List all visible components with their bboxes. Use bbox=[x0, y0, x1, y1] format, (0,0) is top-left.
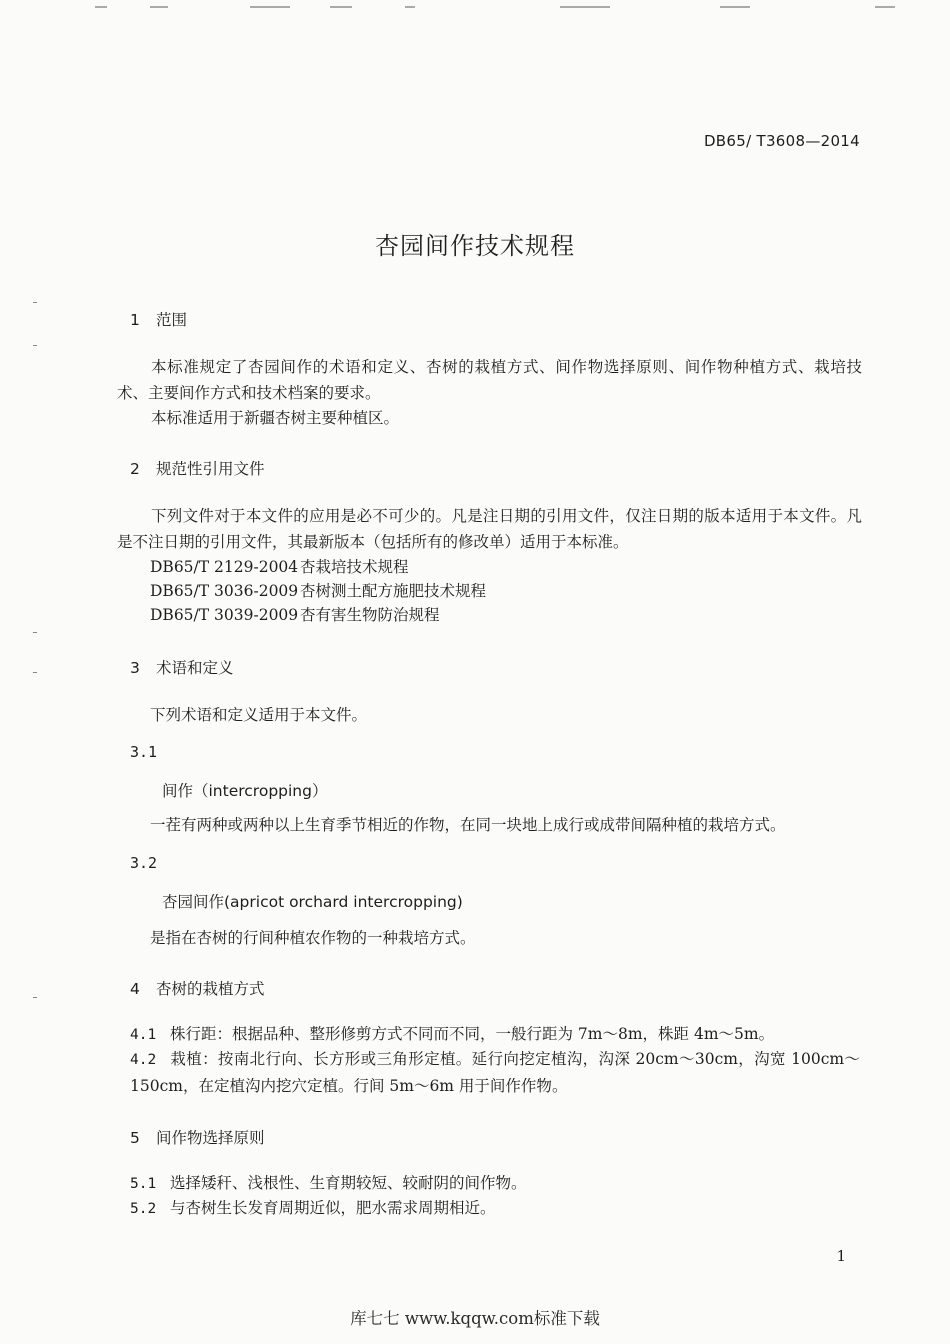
margin-mark bbox=[33, 302, 37, 303]
reference-title: 杏栽培技术规程 bbox=[300, 558, 409, 576]
term-definition: 是指在杏树的行间种植农作物的一种栽培方式。 bbox=[150, 929, 476, 947]
clause bbox=[130, 1170, 860, 1197]
section-title: 术语和定义 bbox=[156, 659, 234, 677]
section-heading-intercrop-selection bbox=[130, 1126, 265, 1148]
term-name: 间作（intercropping） bbox=[162, 782, 328, 800]
section-heading-terms bbox=[130, 656, 234, 678]
section-number: 3 bbox=[130, 659, 140, 677]
section-heading-scope bbox=[130, 308, 187, 330]
paragraph: 本标准规定了杏园间作的术语和定义、杏树的栽植方式、间作物选择原则、间作物种植方式、栽培技术、主要间作方式和技术档案的要求。 bbox=[117, 358, 862, 402]
clause-text: 栽植：按南北行向、长方形或三角形定植。延行向挖定植沟，沟深 20cm～30cm，沟宽 100cm～150cm，在定植沟内挖穴定植。行间 5m～6m 用于间作作物。 bbox=[130, 1050, 860, 1095]
term-number: 3.1 bbox=[130, 743, 158, 761]
term-name: 杏园间作(apricot orchard intercropping) bbox=[162, 893, 463, 911]
clause-text: 选择矮秆、浅根性、生育期较短、较耐阴的间作物。 bbox=[170, 1174, 527, 1192]
section-heading-planting-method bbox=[130, 977, 265, 999]
clause bbox=[130, 1046, 860, 1099]
clause-text: 与杏树生长发育周期近似，肥水需求周期相近。 bbox=[170, 1199, 496, 1217]
clause-number: 5.1 bbox=[130, 1176, 157, 1192]
reference-title: 杏树测土配方施肥技术规程 bbox=[300, 582, 487, 600]
reference-item bbox=[150, 554, 409, 580]
section-number: 5 bbox=[130, 1129, 140, 1147]
paragraph: 下列文件对于本文件的应用是必不可少的。凡是注日期的引用文件，仅注日期的版本适用于本文件。凡是不注日期的引用文件，其最新版本（包括所有的修改单）适用于本标准。 bbox=[117, 507, 862, 551]
margin-mark bbox=[33, 632, 37, 633]
margin-mark bbox=[33, 997, 37, 998]
paragraph: 下列术语和定义适用于本文件。 bbox=[150, 706, 368, 724]
section-title: 规范性引用文件 bbox=[156, 460, 265, 478]
reference-code: DB65/T 2129-2004 bbox=[150, 558, 299, 576]
section-number: 1 bbox=[130, 311, 140, 329]
footer-watermark: 库七七 www.kqqw.com标准下载 bbox=[350, 1309, 600, 1328]
term-definition: 一茬有两种或两种以上生育季节相近的作物，在同一块地上成行或成带间隔种植的栽培方式。 bbox=[150, 816, 786, 834]
clause-number: 5.2 bbox=[130, 1201, 157, 1217]
clause-number: 4.2 bbox=[130, 1052, 157, 1068]
document-title: 杏园间作技术规程 bbox=[375, 232, 575, 260]
section-title: 杏树的栽植方式 bbox=[156, 980, 265, 998]
margin-mark bbox=[33, 672, 37, 673]
clause-number: 4.1 bbox=[130, 1027, 157, 1043]
section-number: 4 bbox=[130, 980, 140, 998]
section-title: 范围 bbox=[156, 311, 188, 329]
term-number: 3.2 bbox=[130, 854, 158, 872]
clause bbox=[130, 1195, 860, 1222]
standard-number: DB65/ T3608—2014 bbox=[703, 132, 860, 150]
reference-item bbox=[150, 602, 440, 628]
section-heading-normative-references bbox=[130, 457, 265, 479]
page-number: 1 bbox=[836, 1247, 846, 1265]
reference-item bbox=[150, 578, 486, 604]
section-number: 2 bbox=[130, 460, 140, 478]
reference-title: 杏有害生物防治规程 bbox=[300, 606, 440, 624]
scan-artifact-top-edge bbox=[0, 0, 950, 16]
section-title: 间作物选择原则 bbox=[156, 1129, 265, 1147]
margin-mark bbox=[33, 345, 37, 346]
reference-code: DB65/T 3036-2009 bbox=[150, 582, 299, 600]
paragraph: 本标准适用于新疆杏树主要种植区。 bbox=[151, 409, 400, 427]
reference-code: DB65/T 3039-2009 bbox=[150, 606, 299, 624]
clause bbox=[130, 1021, 860, 1048]
clause-text: 株行距：根据品种、整形修剪方式不同而不同，一般行距为 7m～8m，株距 4m～5m。 bbox=[170, 1025, 775, 1043]
